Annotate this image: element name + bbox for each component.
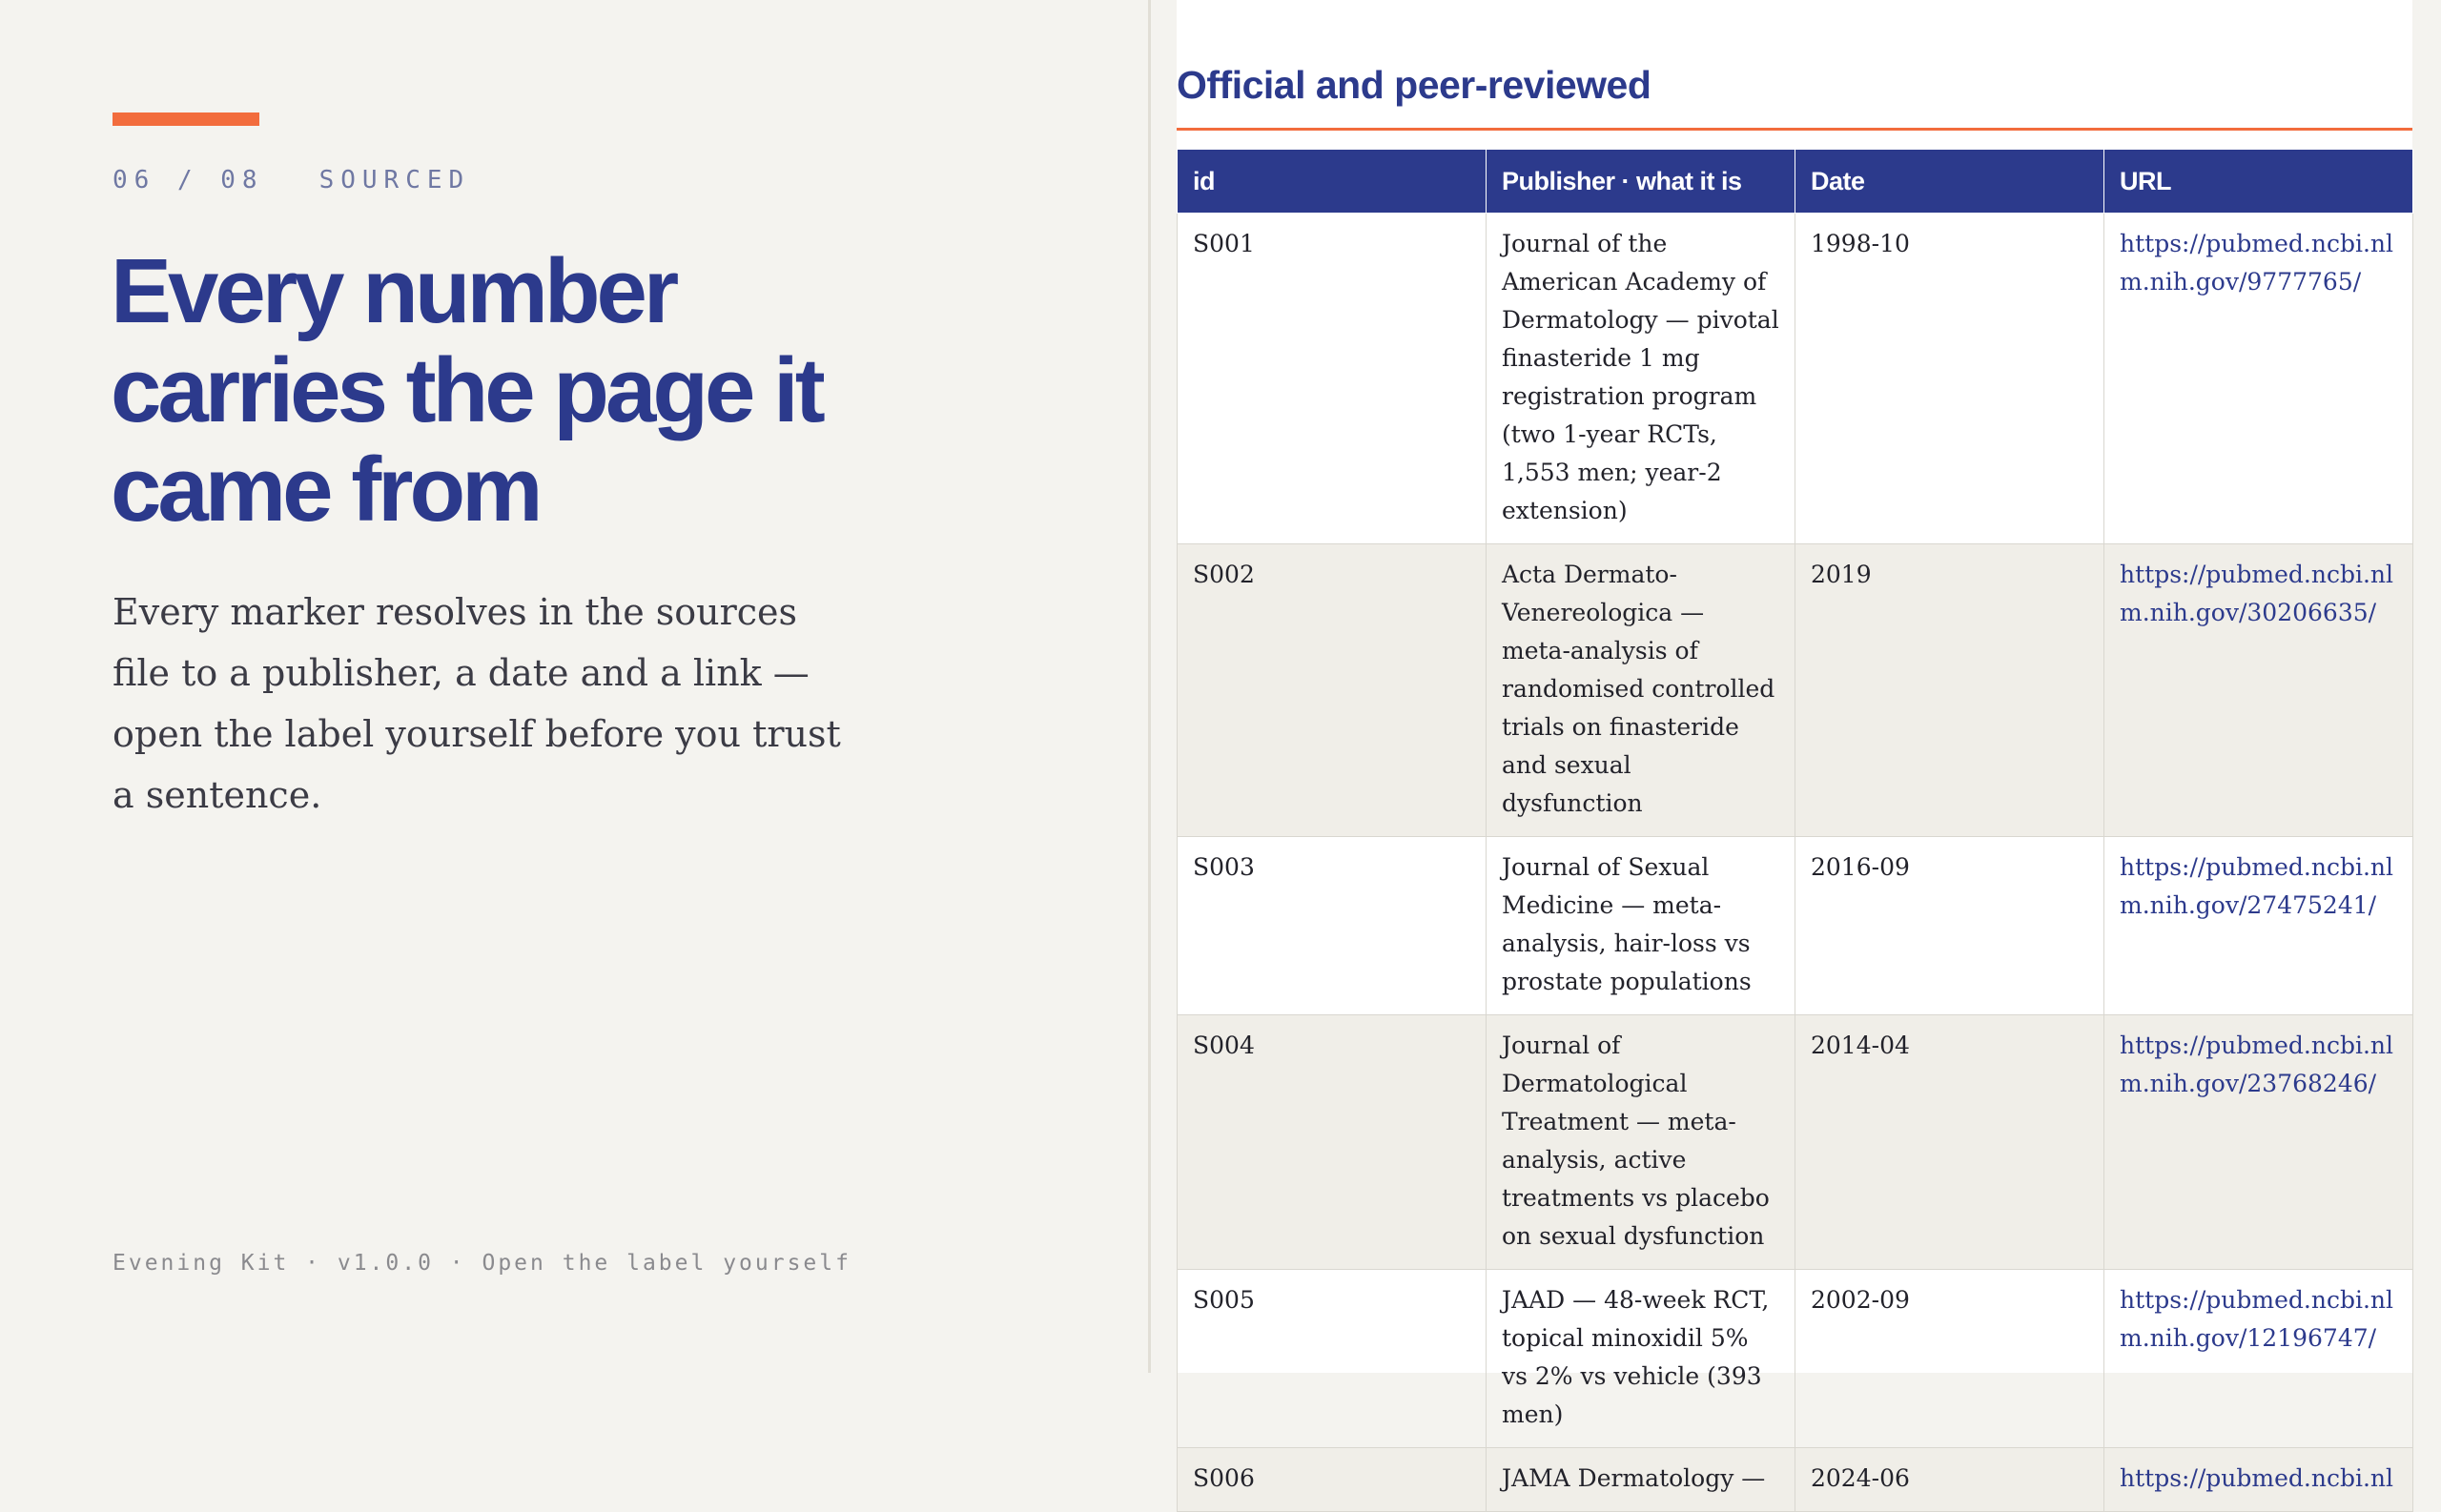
slide-counter: 06 / 08 [113,166,264,194]
source-url-link[interactable]: https://pubmed.ncbi.nl [2104,1448,2413,1512]
source-id: S002 [1178,544,1487,837]
eyebrow [113,166,470,194]
source-id: S005 [1178,1270,1487,1448]
heading-rule [1177,128,2412,131]
footer-note: Evening Kit · v1.0.0 · Open the label yourself [113,1251,851,1276]
column-header-url: URL [2104,150,2413,214]
source-id: S001 [1178,214,1487,544]
source-url-link[interactable]: https://pubmed.ncbi.nlm.nih.gov/9777765/ [2104,214,2413,544]
slide-left-panel [0,0,1148,1373]
table-row [1178,1015,2413,1270]
lede-paragraph: Every marker resolves in the sources file to a publisher, a date and a link — open the label yourself before you trust a sentence. [113,591,841,816]
source-publisher: Acta Dermato-Venereologica — meta-analysis of randomised controlled trials on finasteride and sexual dysfunction [1487,544,1795,837]
table-row [1178,1270,2413,1448]
source-id: S004 [1178,1015,1487,1270]
accent-bar [113,112,259,126]
source-url-link[interactable]: https://pubmed.ncbi.nlm.nih.gov/27475241/ [2104,837,2413,1015]
section-label: SOURCED [318,166,471,194]
source-date: 2019 [1795,544,2104,837]
source-publisher: Journal of the American Academy of Dermatology — pivotal finasteride 1 mg registration program (two 1-year RCTs, 1,553 men; year-2 extension) [1487,214,1795,544]
source-date: 2002-09 [1795,1270,2104,1448]
source-date: 2014-04 [1795,1015,2104,1270]
table-header-row [1178,150,2413,214]
source-id: S003 [1178,837,1487,1015]
sources-panel[interactable] [1177,0,2412,1492]
page-title: Every number carries the page it came from [111,240,822,541]
source-id: S006 [1178,1448,1487,1512]
table-row [1178,544,2413,837]
column-header-publisher: Publisher · what it is [1487,150,1795,214]
source-publisher: JAAD — 48-week RCT, topical minoxidil 5% vs 2% vs vehicle (393 men) [1487,1270,1795,1448]
sources-table [1177,149,2413,1512]
table-row [1178,1448,2413,1512]
source-date: 1998-10 [1795,214,2104,544]
source-date: 2024-06 [1795,1448,2104,1512]
table-row [1178,214,2413,544]
panel-divider [1148,0,1151,1373]
source-date: 2016-09 [1795,837,2104,1015]
table-row [1178,837,2413,1015]
column-header-date: Date [1795,150,2104,214]
column-header-id: id [1178,150,1487,214]
source-publisher: Journal of Sexual Medicine — meta-analysis, hair-loss vs prostate populations [1487,837,1795,1015]
sources-heading: Official and peer-reviewed [1177,63,1651,107]
source-publisher: JAMA Dermatology — [1487,1448,1795,1512]
source-url-link[interactable]: https://pubmed.ncbi.nlm.nih.gov/12196747/ [2104,1270,2413,1448]
source-url-link[interactable]: https://pubmed.ncbi.nlm.nih.gov/23768246/ [2104,1015,2413,1270]
source-publisher: Journal of Dermatological Treatment — meta-analysis, active treatments vs placebo on sexual dysfunction [1487,1015,1795,1270]
source-url-link[interactable]: https://pubmed.ncbi.nlm.nih.gov/30206635/ [2104,544,2413,837]
